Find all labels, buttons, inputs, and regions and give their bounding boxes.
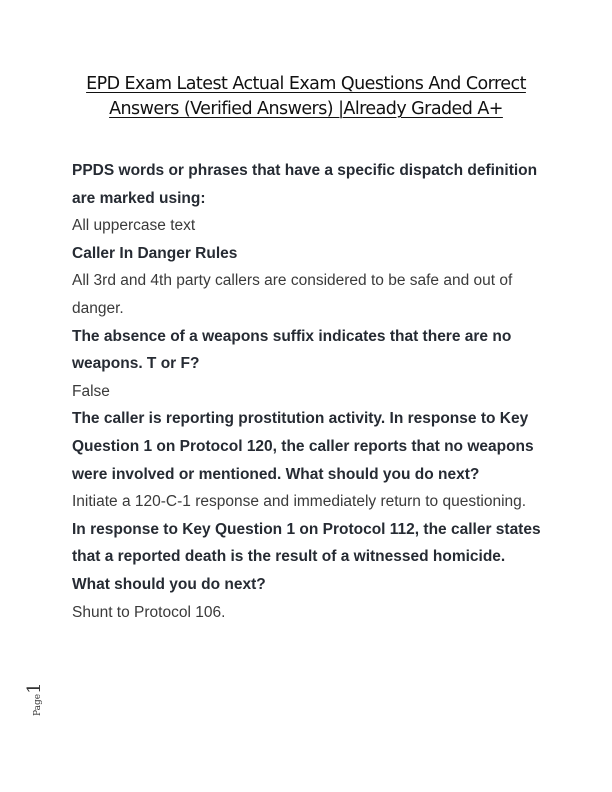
question-4: The caller is reporting prostitution activity. In response to Key Question 1 on Protocol 120, the caller reports that no weapons were involved or mentioned. What should you do next? (72, 410, 534, 483)
answer-1: All uppercase text (72, 217, 196, 235)
answer-5: Shunt to Protocol 106. (72, 603, 226, 621)
qa-list (72, 157, 542, 626)
question-5: In response to Key Question 1 on Protocol 112, the caller states that a reported death is the result of a witnessed homicide. What should you do next? (72, 520, 541, 593)
answer-2: All 3rd and 4th party callers are considered to be safe and out of danger. (72, 272, 513, 317)
page-number: 1 (24, 682, 45, 694)
question-2: Caller In Danger Rules (72, 244, 238, 262)
answer-3: False (72, 382, 110, 400)
question-1: PPDS words or phrases that have a specific dispatch definition are marked using: (72, 162, 538, 207)
title-line-1: EPD Exam Latest Actual Exam Questions And Correct (86, 74, 526, 94)
title-line-2: Answers (Verified Answers) |Already Graded A+ (109, 99, 503, 119)
page-number-footer (24, 682, 46, 726)
page-label: Page (33, 693, 43, 716)
answer-4: Initiate a 120-C-1 response and immediately return to questioning. (72, 493, 527, 511)
question-3: The absence of a weapons suffix indicates that there are no weapons. T or F? (72, 327, 512, 373)
document-title (60, 72, 552, 122)
